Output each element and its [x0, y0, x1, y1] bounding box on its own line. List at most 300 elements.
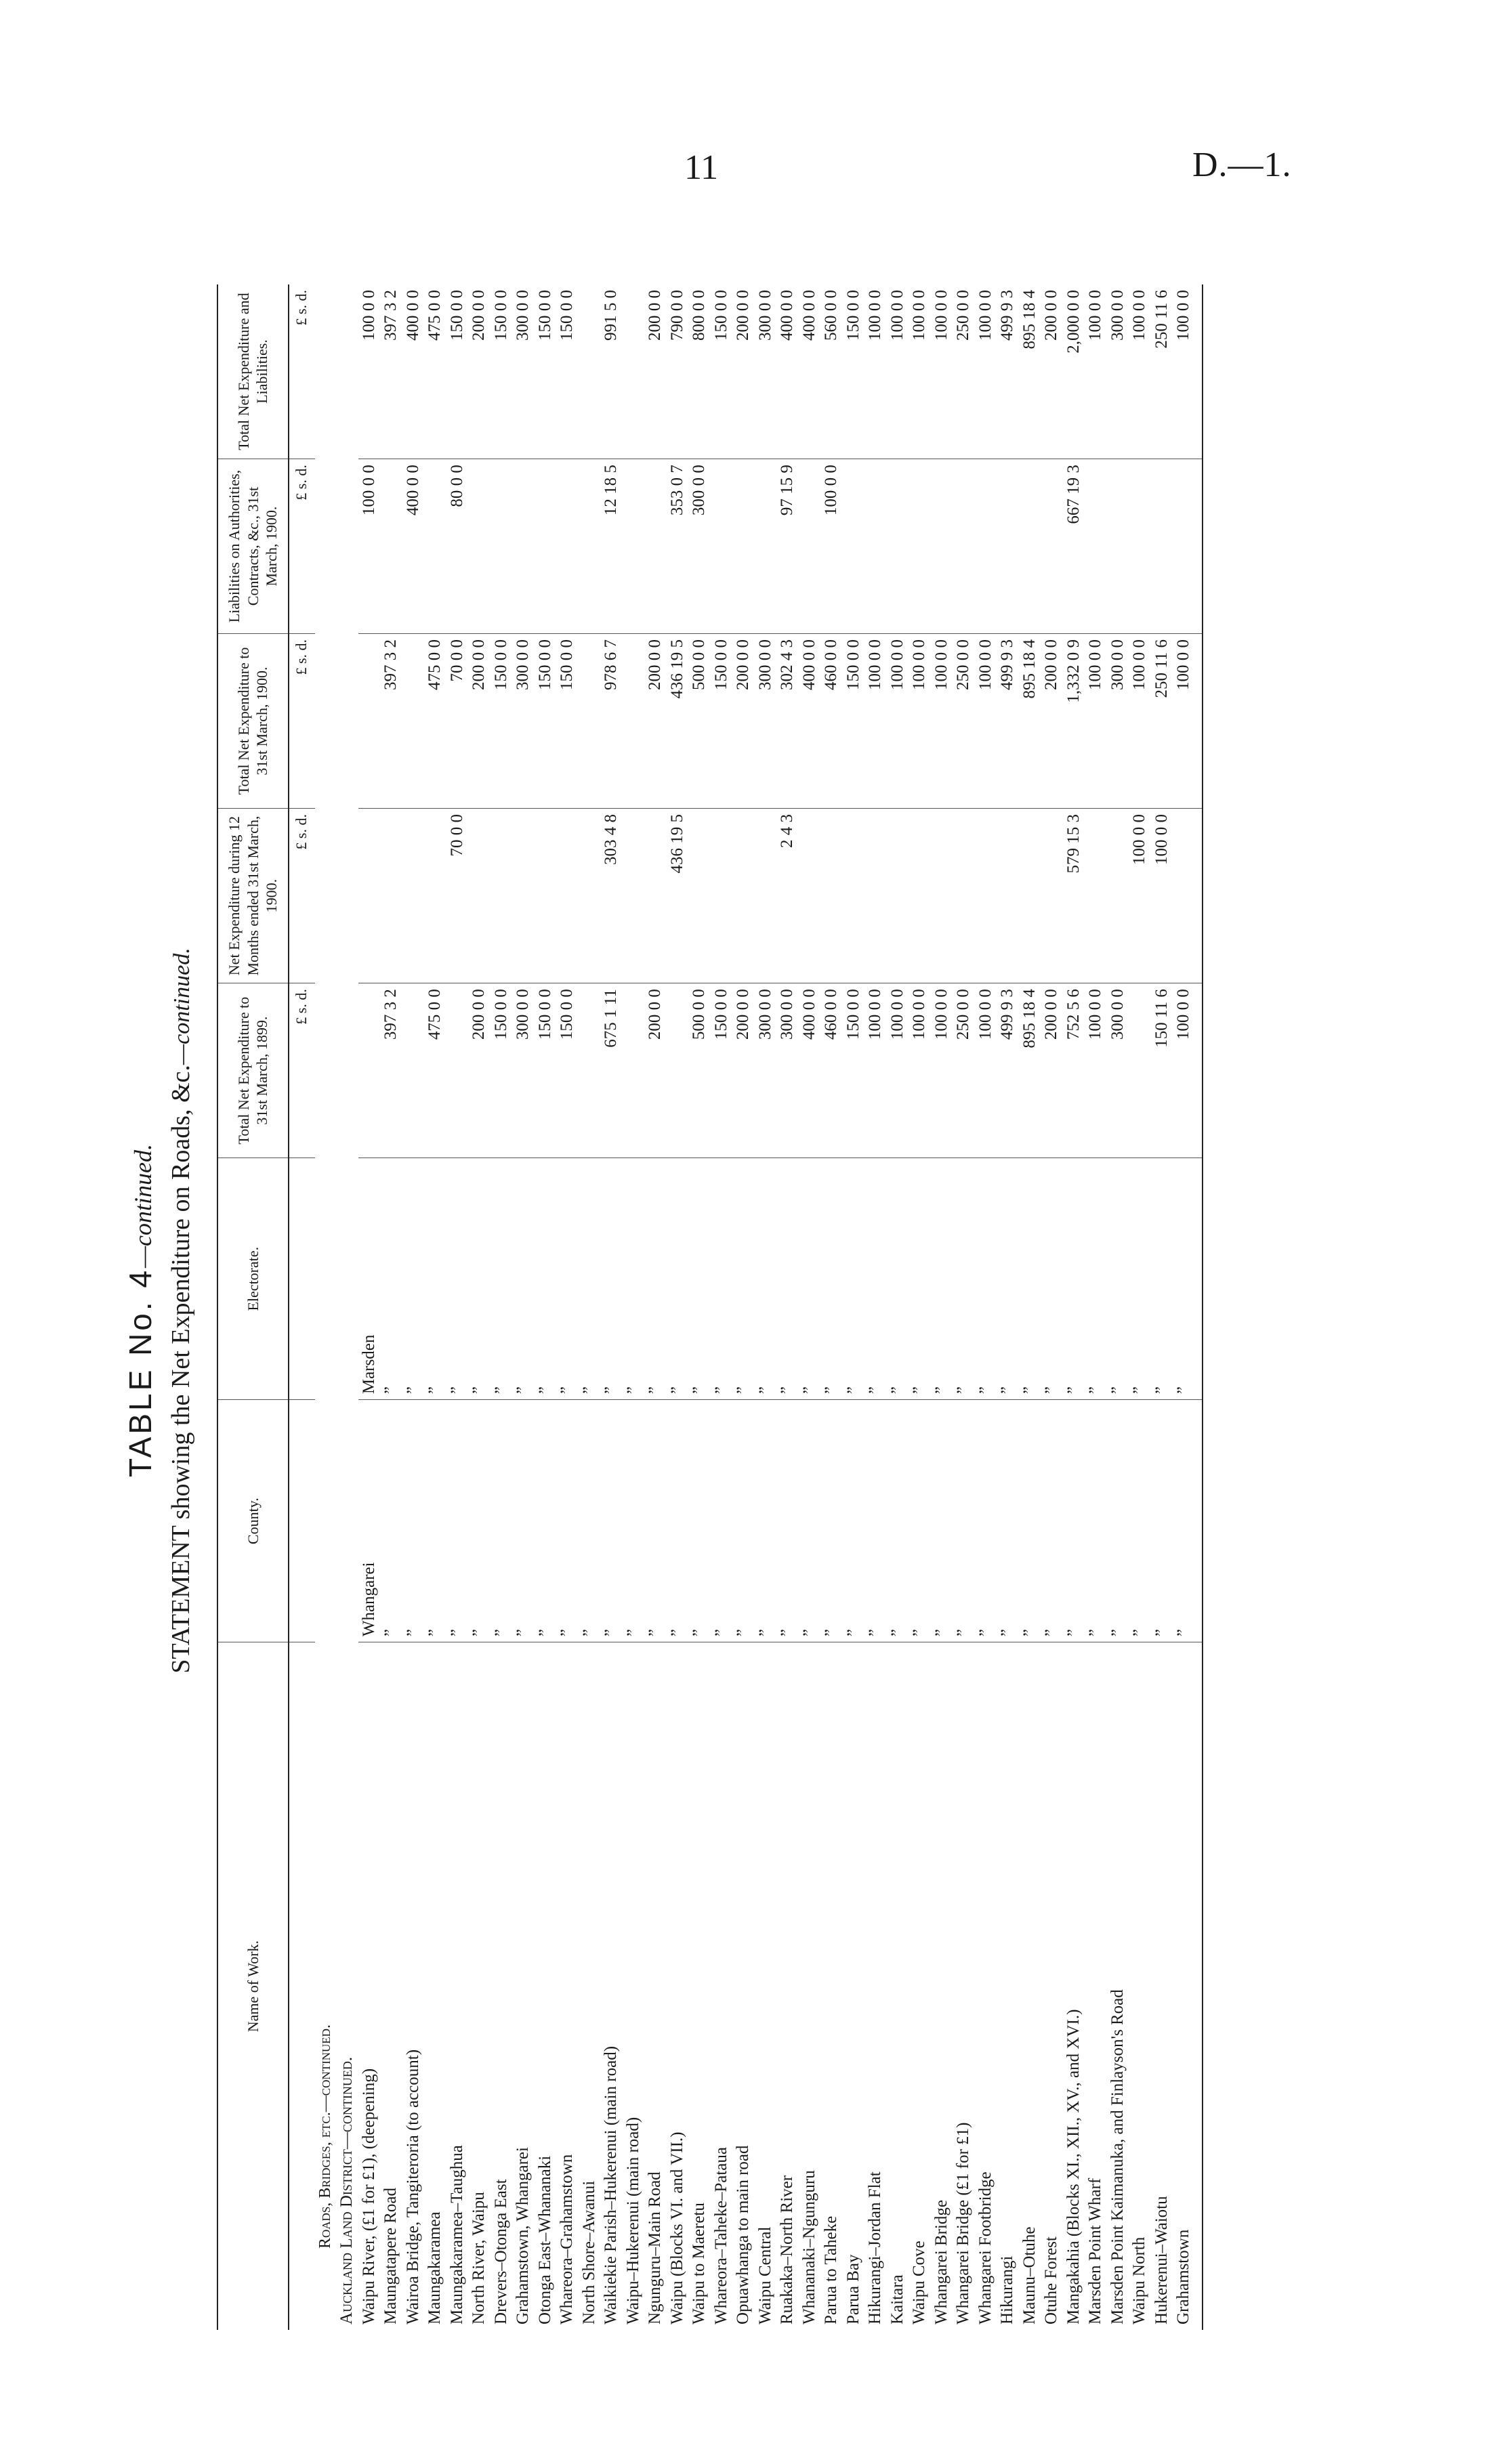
expenditure-1899-cell: 300 0 0 — [1107, 983, 1129, 1158]
county-cell: ” — [1019, 1400, 1041, 1642]
liabilities-cell — [490, 459, 513, 634]
work-name-cell: Maungakaramea — [425, 2211, 444, 2324]
total-cell: 400 0 0 — [402, 284, 425, 459]
expenditure-1899-cell: 200 0 0 — [468, 983, 490, 1158]
expenditure-1900-cell: 400 0 0 — [799, 633, 821, 808]
expenditure-1900-cell: 100 0 0 — [975, 633, 997, 808]
expenditure-during-cell — [535, 809, 557, 983]
expenditure-during-cell — [490, 809, 513, 983]
expenditure-during-cell: 579 15 3 — [1063, 809, 1085, 983]
total-cell: 397 3 2 — [380, 284, 402, 459]
expenditure-during-cell — [755, 809, 777, 983]
work-name-cell: Otonga East–Whananaki — [535, 2155, 554, 2324]
expenditure-1900-cell: 100 0 0 — [1129, 633, 1151, 808]
electorate-cell: ” — [864, 1158, 887, 1400]
electorate-cell: ” — [402, 1158, 425, 1400]
electorate-cell: ” — [600, 1158, 623, 1400]
electorate-cell: ” — [1173, 1158, 1203, 1400]
expenditure-1900-cell: 300 0 0 — [755, 633, 777, 808]
expenditure-1899-cell: 499 9 3 — [997, 983, 1019, 1158]
table-row — [864, 284, 887, 2330]
county-cell: ” — [623, 1400, 645, 1642]
expenditure-1899-cell — [623, 983, 645, 1158]
total-cell: 100 0 0 — [1173, 284, 1203, 459]
county-cell: ” — [1063, 1400, 1085, 1642]
electorate-cell: ” — [1063, 1158, 1085, 1400]
county-cell: ” — [600, 1400, 623, 1642]
total-cell: 560 0 0 — [820, 284, 843, 459]
county-cell: ” — [908, 1400, 931, 1642]
work-name-cell: North Shore–Awanui — [579, 2180, 598, 2324]
total-cell: 790 0 0 — [667, 284, 689, 459]
electorate-cell: ” — [908, 1158, 931, 1400]
county-cell: ” — [644, 1400, 667, 1642]
total-cell: 300 0 0 — [512, 284, 535, 459]
expenditure-during-cell — [512, 809, 535, 983]
electorate-cell: ” — [446, 1158, 469, 1400]
section-heading: Roads, Bridges, etc.—continued. — [316, 2024, 335, 2249]
expenditure-1900-cell: 200 0 0 — [468, 633, 490, 808]
expenditure-during-cell: 436 19 5 — [667, 809, 689, 983]
county-cell: ” — [535, 1400, 557, 1642]
header-row — [217, 284, 289, 2330]
expenditure-during-cell — [1041, 809, 1063, 983]
header-county: County. — [217, 1400, 289, 1642]
table-row — [1173, 284, 1203, 2330]
liabilities-cell — [556, 459, 579, 634]
table-row — [535, 284, 557, 2330]
liabilities-cell — [799, 459, 821, 634]
county-cell: ” — [556, 1400, 579, 1642]
expenditure-1900-cell: 150 0 0 — [556, 633, 579, 808]
expenditure-1899-cell: 100 0 0 — [864, 983, 887, 1158]
expenditure-1899-cell: 150 11 6 — [1151, 983, 1173, 1158]
total-cell: 991 5 0 — [600, 284, 623, 459]
electorate-cell: ” — [1129, 1158, 1151, 1400]
work-name-cell: Waipu North — [1130, 2236, 1149, 2324]
expenditure-during-cell — [799, 809, 821, 983]
expenditure-1899-cell: 100 0 0 — [1085, 983, 1107, 1158]
liabilities-cell — [887, 459, 909, 634]
total-cell: 300 0 0 — [1107, 284, 1129, 459]
work-name-cell: Ngunguru–Main Road — [646, 2171, 665, 2324]
table-row — [1129, 284, 1151, 2330]
expenditure-1900-cell: 200 0 0 — [732, 633, 755, 808]
expenditure-1900-cell: 1,332 0 9 — [1063, 633, 1085, 808]
expenditure-during-cell — [975, 809, 997, 983]
work-name-cell: Drevers–Otonga East — [491, 2179, 510, 2324]
expenditure-during-cell — [953, 809, 975, 983]
expenditure-1899-cell: 500 0 0 — [688, 983, 711, 1158]
expenditure-1899-cell: 300 0 0 — [512, 983, 535, 1158]
expenditure-during-cell — [579, 809, 601, 983]
expenditure-1899-cell — [358, 983, 381, 1158]
expenditure-during-cell — [402, 809, 425, 983]
expenditure-during-cell — [908, 809, 931, 983]
electorate-cell: ” — [755, 1158, 777, 1400]
header-expenditure-during: Net Expenditure during 12 Months ended 31st March, 1900. — [217, 809, 289, 983]
table-row — [1107, 284, 1129, 2330]
expenditure-1899-cell: 675 1 11 — [600, 983, 623, 1158]
county-cell: ” — [1085, 1400, 1107, 1642]
total-cell: 800 0 0 — [688, 284, 711, 459]
expenditure-1900-cell — [579, 633, 601, 808]
work-name-cell: Waipu Cove — [910, 2240, 929, 2324]
expenditure-1900-cell: 436 19 5 — [667, 633, 689, 808]
expenditure-1899-cell: 150 0 0 — [556, 983, 579, 1158]
liabilities-cell — [1151, 459, 1173, 634]
electorate-cell: ” — [732, 1158, 755, 1400]
county-cell: ” — [424, 1400, 446, 1642]
county-cell: ” — [843, 1400, 865, 1642]
expenditure-1900-cell: 100 0 0 — [864, 633, 887, 808]
units-label: £ s. d. — [289, 459, 316, 634]
county-cell: ” — [1041, 1400, 1063, 1642]
expenditure-1899-cell: 100 0 0 — [1173, 983, 1203, 1158]
expenditure-during-cell: 70 0 0 — [446, 809, 469, 983]
table-row — [931, 284, 953, 2330]
work-name-cell: Parua to Taheke — [822, 2215, 841, 2324]
total-cell: 200 0 0 — [644, 284, 667, 459]
work-name-cell: Waipu Central — [755, 2226, 774, 2324]
expenditure-during-cell — [468, 809, 490, 983]
table-row — [843, 284, 865, 2330]
expenditure-during-cell — [1019, 809, 1041, 983]
work-name-cell: Grahamstown, Whangarei — [514, 2147, 532, 2324]
expenditure-1899-cell: 300 0 0 — [776, 983, 799, 1158]
table-title-main: TABLE No. 4 — [123, 1267, 158, 1478]
table-row — [975, 284, 997, 2330]
electorate-cell: ” — [535, 1158, 557, 1400]
liabilities-cell — [864, 459, 887, 634]
table-row — [579, 284, 601, 2330]
units-label: £ s. d. — [289, 284, 316, 459]
expenditure-1899-cell: 250 0 0 — [953, 983, 975, 1158]
expenditure-1899-cell: 150 0 0 — [535, 983, 557, 1158]
total-cell: 200 0 0 — [732, 284, 755, 459]
liabilities-cell — [644, 459, 667, 634]
expenditure-1900-cell: 100 0 0 — [931, 633, 953, 808]
electorate-cell: ” — [931, 1158, 953, 1400]
liabilities-cell — [711, 459, 733, 634]
table-row — [799, 284, 821, 2330]
expenditure-1899-cell: 200 0 0 — [644, 983, 667, 1158]
liabilities-cell: 100 0 0 — [358, 459, 381, 634]
electorate-cell: ” — [579, 1158, 601, 1400]
electorate-cell: ” — [711, 1158, 733, 1400]
work-name-cell: Whananaki–Ngunguru — [799, 2170, 818, 2324]
total-cell: 150 0 0 — [556, 284, 579, 459]
electorate-cell: ” — [667, 1158, 689, 1400]
expenditure-1899-cell: 400 0 0 — [799, 983, 821, 1158]
expenditure-1900-cell: 397 3 2 — [380, 633, 402, 808]
county-cell: ” — [997, 1400, 1019, 1642]
expenditure-1900-cell — [402, 633, 425, 808]
liabilities-cell — [732, 459, 755, 634]
expenditure-1900-cell: 500 0 0 — [688, 633, 711, 808]
total-cell: 150 0 0 — [535, 284, 557, 459]
work-name-cell: Waipu River, (£1 for £1), (deepening) — [359, 2068, 378, 2324]
expenditure-during-cell — [1085, 809, 1107, 983]
expenditure-1899-cell: 895 18 4 — [1019, 983, 1041, 1158]
work-name-cell: Whangarei Footbridge — [976, 2171, 995, 2324]
expenditure-during-cell — [688, 809, 711, 983]
work-name-cell: Mangakahia (Blocks XI., XII., XV., and XVI.) — [1064, 2009, 1083, 2324]
county-cell: ” — [512, 1400, 535, 1642]
expenditure-during-cell: 100 0 0 — [1151, 809, 1173, 983]
county-cell: ” — [887, 1400, 909, 1642]
table-row — [1019, 284, 1041, 2330]
county-cell: Whangarei — [358, 1400, 381, 1642]
expenditure-during-cell — [380, 809, 402, 983]
table-row — [887, 284, 909, 2330]
total-cell: 895 18 4 — [1019, 284, 1041, 459]
electorate-cell: ” — [887, 1158, 909, 1400]
liabilities-cell — [953, 459, 975, 634]
table-row — [623, 284, 645, 2330]
work-name-cell: Whareora–Grahamstown — [558, 2154, 577, 2324]
total-cell: 100 0 0 — [1129, 284, 1151, 459]
table-row — [424, 284, 446, 2330]
total-cell: 100 0 0 — [887, 284, 909, 459]
expenditure-during-cell — [424, 809, 446, 983]
expenditure-during-cell — [931, 809, 953, 983]
work-name-cell: Maungatapere Road — [381, 2187, 400, 2324]
district-heading: Auckland Land District—continued. — [337, 2056, 356, 2324]
county-cell: ” — [468, 1400, 490, 1642]
total-cell: 150 0 0 — [490, 284, 513, 459]
liabilities-cell — [975, 459, 997, 634]
table-row — [667, 284, 689, 2330]
total-cell: 250 0 0 — [953, 284, 975, 459]
work-name-cell: Marsden Point Kaimanuka, and Finlayson's Road — [1108, 1989, 1127, 2324]
county-cell: ” — [1129, 1400, 1151, 1642]
liabilities-cell — [1129, 459, 1151, 634]
table-subtitle-continued: —continued. — [169, 948, 194, 1065]
table-row — [512, 284, 535, 2330]
liabilities-cell — [908, 459, 931, 634]
expenditure-during-cell — [358, 809, 381, 983]
header-liabilities: Liabilities on Authorities, Contracts, &c., 31st March, 1900. — [217, 459, 289, 634]
work-name-cell: Maungakaramea–Taughua — [447, 2145, 466, 2324]
table-row — [732, 284, 755, 2330]
expenditure-1899-cell: 460 0 0 — [820, 983, 843, 1158]
expenditure-during-cell — [887, 809, 909, 983]
liabilities-cell — [1173, 459, 1203, 634]
expenditure-1899-cell: 200 0 0 — [1041, 983, 1063, 1158]
expenditure-1899-cell: 150 0 0 — [711, 983, 733, 1158]
total-cell — [623, 284, 645, 459]
table-row — [908, 284, 931, 2330]
electorate-cell: ” — [380, 1158, 402, 1400]
liabilities-cell — [512, 459, 535, 634]
expenditure-1899-cell: 752 5 6 — [1063, 983, 1085, 1158]
expenditure-during-cell — [623, 809, 645, 983]
total-cell: 300 0 0 — [755, 284, 777, 459]
total-cell: 475 0 0 — [424, 284, 446, 459]
total-cell: 200 0 0 — [1041, 284, 1063, 459]
table-row — [556, 284, 579, 2330]
liabilities-cell: 353 0 7 — [667, 459, 689, 634]
liabilities-cell — [755, 459, 777, 634]
electorate-cell: ” — [975, 1158, 997, 1400]
total-cell: 499 9 3 — [997, 284, 1019, 459]
document-reference: D.—1. — [1192, 146, 1292, 184]
county-cell: ” — [711, 1400, 733, 1642]
county-cell: ” — [1173, 1400, 1203, 1642]
district-row — [336, 284, 358, 2330]
table-row — [1063, 284, 1085, 2330]
total-cell — [579, 284, 601, 459]
total-cell: 100 0 0 — [908, 284, 931, 459]
expenditure-1900-cell: 150 0 0 — [843, 633, 865, 808]
total-cell: 2,000 0 0 — [1063, 284, 1085, 459]
liabilities-cell — [1041, 459, 1063, 634]
table-subtitle-text: STATEMENT showing the Net Expenditure on Roads, &c. — [167, 1065, 195, 1674]
expenditure-1900-cell — [358, 633, 381, 808]
county-cell: ” — [402, 1400, 425, 1642]
liabilities-cell — [535, 459, 557, 634]
electorate-cell: ” — [799, 1158, 821, 1400]
work-name-cell: Waikiekie Parish–Hukerenui (main road) — [602, 2045, 621, 2324]
county-cell: ” — [820, 1400, 843, 1642]
table-row — [953, 284, 975, 2330]
expenditure-1900-cell: 499 9 3 — [997, 633, 1019, 808]
county-cell: ” — [953, 1400, 975, 1642]
expenditure-1900-cell: 150 0 0 — [490, 633, 513, 808]
total-cell: 100 0 0 — [975, 284, 997, 459]
county-cell: ” — [776, 1400, 799, 1642]
total-cell: 200 0 0 — [468, 284, 490, 459]
expenditure-table — [217, 284, 1203, 2330]
table-row — [755, 284, 777, 2330]
expenditure-during-cell — [820, 809, 843, 983]
expenditure-1900-cell: 150 0 0 — [535, 633, 557, 808]
expenditure-1900-cell: 100 0 0 — [908, 633, 931, 808]
table-row — [997, 284, 1019, 2330]
total-cell: 250 11 6 — [1151, 284, 1173, 459]
table-row — [776, 284, 799, 2330]
table-row — [380, 284, 402, 2330]
units-row — [289, 284, 316, 2330]
electorate-cell: ” — [1107, 1158, 1129, 1400]
table-row — [490, 284, 513, 2330]
county-cell: ” — [490, 1400, 513, 1642]
expenditure-1900-cell: 200 0 0 — [644, 633, 667, 808]
expenditure-1899-cell: 397 3 2 — [380, 983, 402, 1158]
liabilities-cell — [623, 459, 645, 634]
work-name-cell: Otuhe Forest — [1042, 2236, 1061, 2324]
expenditure-1900-cell: 200 0 0 — [1041, 633, 1063, 808]
county-cell: ” — [1107, 1400, 1129, 1642]
total-cell: 100 0 0 — [931, 284, 953, 459]
units-label: £ s. d. — [289, 809, 316, 983]
expenditure-1900-cell: 100 0 0 — [887, 633, 909, 808]
expenditure-during-cell — [556, 809, 579, 983]
expenditure-1899-cell: 100 0 0 — [887, 983, 909, 1158]
total-cell: 100 0 0 — [864, 284, 887, 459]
county-cell: ” — [380, 1400, 402, 1642]
expenditure-1900-cell: 100 0 0 — [1085, 633, 1107, 808]
expenditure-during-cell — [644, 809, 667, 983]
work-name-cell: Grahamstown — [1173, 1642, 1203, 2330]
electorate-cell: ” — [997, 1158, 1019, 1400]
table-subtitle — [166, 210, 196, 2411]
county-cell: ” — [579, 1400, 601, 1642]
liabilities-cell — [380, 459, 402, 634]
electorate-cell: Marsden — [358, 1158, 381, 1400]
expenditure-1900-cell: 300 0 0 — [512, 633, 535, 808]
county-cell: ” — [732, 1400, 755, 1642]
expenditure-1900-cell: 100 0 0 — [1173, 633, 1203, 808]
expenditure-1900-cell: 70 0 0 — [446, 633, 469, 808]
header-electorate: Electorate. — [217, 1158, 289, 1400]
electorate-cell: ” — [424, 1158, 446, 1400]
electorate-cell: ” — [820, 1158, 843, 1400]
liabilities-cell: 12 18 5 — [600, 459, 623, 634]
electorate-cell: ” — [644, 1158, 667, 1400]
county-cell: ” — [446, 1400, 469, 1642]
units-label: £ s. d. — [289, 633, 316, 808]
expenditure-1900-cell: 250 11 6 — [1151, 633, 1173, 808]
total-cell: 150 0 0 — [711, 284, 733, 459]
expenditure-during-cell: 303 4 8 — [600, 809, 623, 983]
liabilities-cell: 80 0 0 — [446, 459, 469, 634]
electorate-cell: ” — [953, 1158, 975, 1400]
electorate-cell: ” — [1041, 1158, 1063, 1400]
expenditure-during-cell — [997, 809, 1019, 983]
expenditure-1900-cell: 460 0 0 — [820, 633, 843, 808]
expenditure-1899-cell — [579, 983, 601, 1158]
liabilities-cell — [843, 459, 865, 634]
expenditure-1899-cell: 200 0 0 — [732, 983, 755, 1158]
work-name-cell: Hukerenui–Waiotu — [1152, 2196, 1171, 2324]
expenditure-1900-cell: 978 6 7 — [600, 633, 623, 808]
expenditure-1900-cell: 895 18 4 — [1019, 633, 1041, 808]
total-cell: 400 0 0 — [799, 284, 821, 459]
header-expenditure-1900: Total Net Expenditure to 31st March, 1900. — [217, 633, 289, 808]
electorate-cell: ” — [688, 1158, 711, 1400]
electorate-cell: ” — [843, 1158, 865, 1400]
table-row — [688, 284, 711, 2330]
liabilities-cell: 97 15 9 — [776, 459, 799, 634]
work-name-cell: Marsden Point Wharf — [1086, 2178, 1105, 2324]
liabilities-cell — [424, 459, 446, 634]
expenditure-during-cell: 2 4 3 — [776, 809, 799, 983]
table-row — [1151, 284, 1173, 2330]
county-cell: ” — [755, 1400, 777, 1642]
county-cell: ” — [667, 1400, 689, 1642]
county-cell: ” — [864, 1400, 887, 1642]
header-total: Total Net Expenditure and Liabilities. — [217, 284, 289, 459]
liabilities-cell: 667 19 3 — [1063, 459, 1085, 634]
expenditure-1899-cell — [1129, 983, 1151, 1158]
work-name-cell: Whareora–Taheke–Pataua — [711, 2147, 730, 2324]
work-name-cell: Ruakaka–North River — [778, 2175, 797, 2324]
work-name-cell: Hikurangi — [998, 2255, 1017, 2324]
expenditure-1900-cell: 475 0 0 — [424, 633, 446, 808]
expenditure-1899-cell — [402, 983, 425, 1158]
expenditure-1899-cell — [446, 983, 469, 1158]
total-cell: 150 0 0 — [843, 284, 865, 459]
page-number: 11 — [684, 148, 719, 187]
electorate-cell: ” — [468, 1158, 490, 1400]
expenditure-1899-cell — [667, 983, 689, 1158]
table-row — [644, 284, 667, 2330]
expenditure-1900-cell: 302 4 3 — [776, 633, 799, 808]
header-name: Name of Work. — [217, 1642, 289, 2330]
table-row — [358, 284, 381, 2330]
